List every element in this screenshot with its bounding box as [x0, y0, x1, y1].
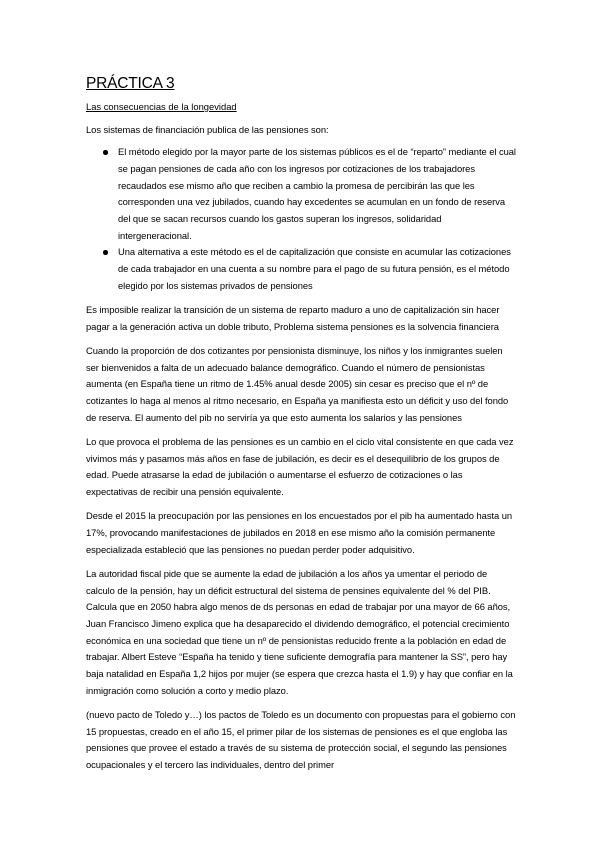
list-item	[86, 144, 516, 244]
intro-paragraph: Los sistemas de financiación publica de las pensiones son:	[86, 123, 329, 135]
list-item	[86, 244, 516, 294]
body-paragraph: Cuando la proporción de dos cotizantes por pensionista disminuye, los niños y los inmigrantes suelen ser bienvenidos a falta de un adecuado balance demográfico. Cuando el número de pensionistas aumenta (en España tiene un ritmo de 1.45% anual desde 2005) sin cesar es preciso que el nº de cotizantes lo haga al menos al ritmo necesario, en España ya manifiesta esto un déficit y uso del fondo de reserva. El aumento del pib no serviría ya que esto aumenta los salarios y las pensiones	[86, 344, 509, 423]
bullet-icon	[103, 250, 108, 255]
bullet-icon	[103, 150, 108, 155]
section-subtitle: Las consecuencias de la longevidad	[86, 101, 237, 112]
document-page	[86, 74, 516, 781]
body-paragraph: La autoridad fiscal pide que se aumente la edad de jubilación a los años ya umentar el periodo de calculo de la pensión, hay un déficit estructural del sistema de pensines equivalente del % del PIB. Calcula que en 2050 habra algo menos de ds personas en edad de trabajar por una mayor de 66 años, Juan Francisco Jimeno explica que ha desaparecido el dividendo demográfico, el potencial crecimiento económica en una sociedad que tiene un nº de pensionistas reducido frente a la población en edad de trabajar. Albert Esteve “España ha tenido y tiene suficiente demografía para mantener la SS”, pero hay baja natalidad en España 1,2 hijos por mujer (se espera que crezca hasta el 1.9) y hay que confiar en la inmigración como solución a corto y medio plazo.	[86, 567, 513, 696]
bullet-list	[86, 144, 516, 294]
body-paragraph: Es imposible realizar la transición de un sistema de reparto maduro a uno de capitalización sin hacer pagar a la generación activa un doble tributo, Problema sistema pensiones es la solvencia financiera	[86, 304, 500, 332]
body-paragraph: Lo que provoca el problema de las pensiones es un cambio en el ciclo vital consistente en que cada vez vivimos más y pasamos más años en fase de jubilación, es decir es el desequilibrio de los grupos de edad. Puede atrasarse la edad de jubilación o aumentarse el esfuerzo de cotizaciones o las expectativas de recibir una pensión equivalente.	[86, 435, 514, 498]
bullet-text: Una alternativa a este método es el de capitalización que consiste en acumular las cotizaciones de cada trabajador en una cuenta a su nombre para el pago de su futura pensión, es el método elegido por los sistemas privados de pensiones	[118, 246, 511, 291]
body-paragraph: (nuevo pacto de Toledo y…) los pactos de Toledo es un documento con propuestas para el gobierno con 15 propuestas, creado en el año 15, el primer pilar de los sistemas de pensiones es el que engloba las pensiones que provee el estado a través de su sistema de protección social, el segundo las pensiones ocupacionales y el tercero las individuales, dentro del primer	[86, 709, 516, 771]
page-title: PRÁCTICA 3	[86, 75, 175, 92]
body-paragraph: Desde el 2015 la preocupación por las pensiones en los encuestados por el pib ha aumentado hasta un 17%, provocando manifestaciones de jubilados en 2018 en ese mismo año la comisión permanente especializada estableció que las pensiones no puedan perder poder adquisitivo.	[86, 510, 513, 555]
bullet-text: El método elegido por la mayor parte de los sistemas públicos es el de “reparto” mediante el cual se pagan pensiones de cada año con los ingresos por cotizaciones de los trabajadores recaudados ese mismo año que reciben a cambio la promesa de percibirán las que les corresponden una vez jubilados, cuando hay excedentes se acumulan en un fondo de reserva del que se sacan recursos cuando los gastos superan los ingresos, solidaridad intergeneracional.	[118, 146, 516, 241]
